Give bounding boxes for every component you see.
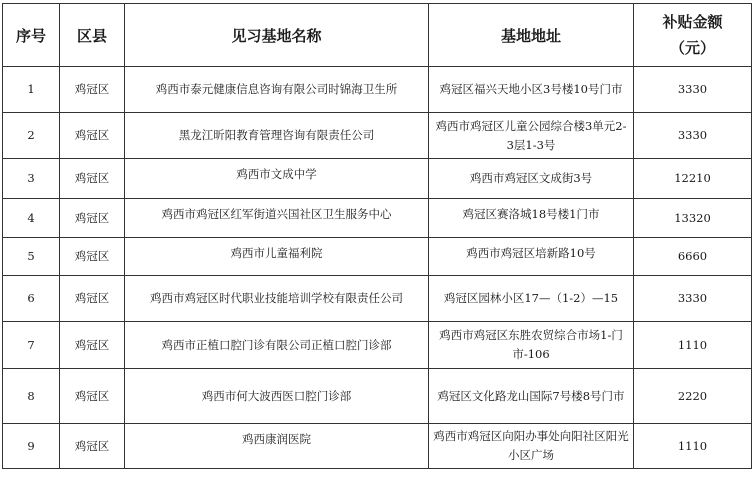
row-index: 9 — [3, 424, 60, 469]
row-district: 鸡冠区 — [60, 369, 125, 424]
row-index: 1 — [3, 67, 60, 113]
row-amount: 2220 — [634, 369, 752, 424]
row-address: 鸡西市鸡冠区儿童公园综合楼3单元2-3层1-3号 — [429, 113, 634, 159]
row-district: 鸡冠区 — [60, 276, 125, 322]
subsidy-table — [2, 3, 752, 469]
row-base-name: 鸡西市文成中学 — [125, 159, 429, 199]
row-address: 鸡西市鸡冠区东胜农贸综合市场1-门市-106 — [429, 322, 634, 369]
row-index: 2 — [3, 113, 60, 159]
row-address: 鸡西市鸡冠区文成街3号 — [429, 159, 634, 199]
row-base-name: 鸡西市鸡冠区红军街道兴国社区卫生服务中心 — [125, 199, 429, 238]
row-address: 鸡冠区赛洛城18号楼1门市 — [429, 199, 634, 238]
row-district: 鸡冠区 — [60, 199, 125, 238]
row-base-name: 黑龙江昕阳教育管理咨询有限责任公司 — [125, 113, 429, 159]
row-district: 鸡冠区 — [60, 159, 125, 199]
header-row — [3, 4, 752, 67]
header-base-name: 见习基地名称 — [125, 4, 429, 67]
table-row — [3, 322, 752, 369]
row-index: 3 — [3, 159, 60, 199]
row-district: 鸡冠区 — [60, 322, 125, 369]
row-address: 鸡冠区福兴天地小区3号楼10号门市 — [429, 67, 634, 113]
row-index: 8 — [3, 369, 60, 424]
row-amount: 3330 — [634, 67, 752, 113]
row-amount: 13320 — [634, 199, 752, 238]
row-base-name: 鸡西市泰元健康信息咨询有限公司时锦海卫生所 — [125, 67, 429, 113]
row-index: 5 — [3, 238, 60, 276]
header-address: 基地地址 — [429, 4, 634, 67]
row-index: 7 — [3, 322, 60, 369]
header-amount-line1: 补贴金额 — [662, 13, 723, 31]
row-address: 鸡冠区文化路龙山国际7号楼8号门市 — [429, 369, 634, 424]
table-row — [3, 159, 752, 199]
row-amount: 3330 — [634, 276, 752, 322]
row-address: 鸡西市鸡冠区培新路10号 — [429, 238, 634, 276]
row-address: 鸡西市鸡冠区向阳办事处向阳社区阳光小区广场 — [429, 424, 634, 469]
header-index: 序号 — [3, 4, 60, 67]
row-base-name: 鸡西市正植口腔门诊有限公司正植口腔门诊部 — [125, 322, 429, 369]
table-row — [3, 369, 752, 424]
row-amount: 1110 — [634, 424, 752, 469]
row-base-name: 鸡西市儿童福利院 — [125, 238, 429, 276]
row-amount: 1110 — [634, 322, 752, 369]
table-row — [3, 199, 752, 238]
row-district: 鸡冠区 — [60, 424, 125, 469]
row-base-name: 鸡西市鸡冠区时代职业技能培训学校有限责任公司 — [125, 276, 429, 322]
row-district: 鸡冠区 — [60, 67, 125, 113]
row-base-name: 鸡西市何大波西医口腔门诊部 — [125, 369, 429, 424]
row-district: 鸡冠区 — [60, 113, 125, 159]
table-row — [3, 424, 752, 469]
header-district: 区县 — [60, 4, 125, 67]
row-amount: 6660 — [634, 238, 752, 276]
row-amount: 3330 — [634, 113, 752, 159]
header-amount-line2: （元） — [669, 39, 715, 57]
header-amount — [634, 4, 752, 67]
row-address: 鸡冠区园林小区17—（1-2）—15 — [429, 276, 634, 322]
row-index: 4 — [3, 199, 60, 238]
row-index: 6 — [3, 276, 60, 322]
table-row — [3, 113, 752, 159]
table-row — [3, 238, 752, 276]
row-base-name: 鸡西康润医院 — [125, 424, 429, 469]
row-district: 鸡冠区 — [60, 238, 125, 276]
table-row — [3, 67, 752, 113]
row-amount: 12210 — [634, 159, 752, 199]
table-row — [3, 276, 752, 322]
